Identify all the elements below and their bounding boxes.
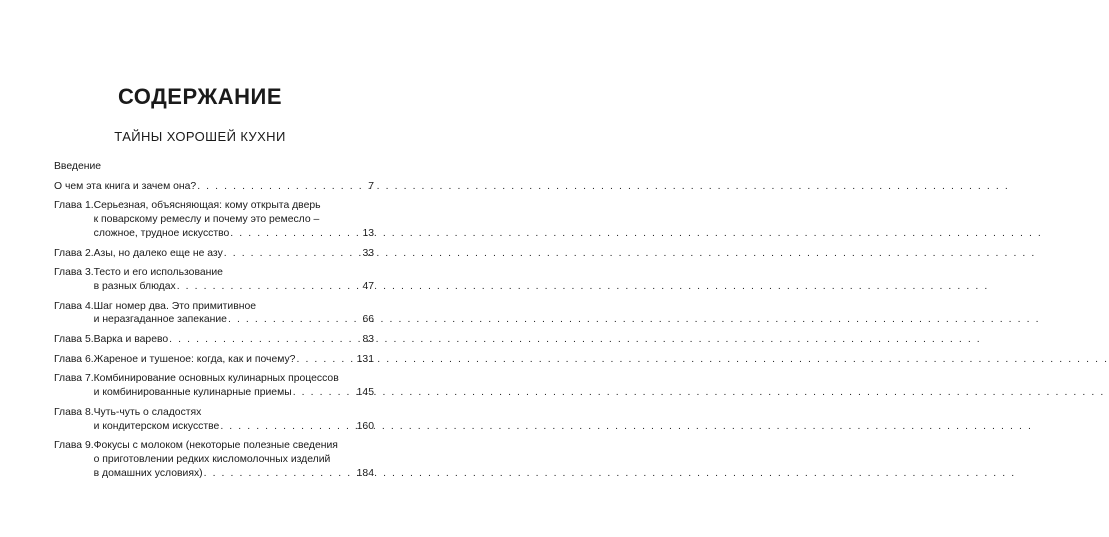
toc-entries bbox=[54, 180, 374, 481]
toc-page-number: 160 bbox=[356, 420, 374, 432]
table-of-contents bbox=[54, 160, 374, 486]
toc-leader-dots bbox=[220, 420, 355, 434]
toc-entry-line-text: в домашних условиях) bbox=[93, 467, 203, 479]
toc-entry-text bbox=[94, 199, 374, 240]
toc-chapter-label: Глава 7. bbox=[54, 373, 94, 385]
toc-entry-line: Тесто и его использование bbox=[93, 267, 223, 279]
toc-entry-text bbox=[94, 353, 374, 367]
toc-chapter-label: Глава 3. bbox=[54, 267, 94, 279]
toc-entry-line bbox=[94, 386, 374, 400]
toc-entry bbox=[54, 439, 374, 480]
toc-entry-line bbox=[54, 180, 374, 194]
toc-entry-line-text: и кондитерском искусстве bbox=[93, 420, 220, 432]
toc-intro-heading: Введение bbox=[54, 161, 102, 172]
toc-leader-dots bbox=[204, 467, 356, 481]
toc-page-number: 145 bbox=[356, 387, 374, 399]
page-title: СОДЕРЖАНИЕ bbox=[117, 84, 283, 109]
toc-entry-line-text: в разных блюдах bbox=[93, 280, 176, 292]
toc-leader-dots bbox=[293, 386, 356, 400]
toc-leader-dots bbox=[177, 280, 362, 294]
toc-page-number: 13 bbox=[362, 227, 374, 239]
toc-entry-line bbox=[94, 313, 374, 327]
toc-entry-line bbox=[94, 353, 374, 367]
toc-entry-line-text: Жареное и тушеное: когда, как и почему? bbox=[93, 353, 296, 365]
toc-entry bbox=[54, 333, 374, 347]
toc-entry-line bbox=[94, 333, 374, 347]
toc-entry-line: о приготовлении редких кисломолочных изделий bbox=[93, 453, 331, 465]
toc-entry-text bbox=[94, 247, 374, 261]
toc-entry bbox=[54, 353, 374, 367]
toc-chapter-label: Глава 5. bbox=[54, 334, 94, 346]
toc-entry-line: к поварскому ремеслу и почему это ремесло – bbox=[93, 214, 320, 226]
toc-leader-dots bbox=[296, 353, 355, 367]
toc-entry-text bbox=[94, 372, 374, 399]
toc-entry-text bbox=[94, 406, 374, 433]
toc-entry-line-text: Варка и варево bbox=[93, 334, 169, 346]
toc-entry-text bbox=[94, 333, 374, 347]
toc-entry-line: Чуть-чуть о сладостях bbox=[93, 406, 202, 418]
section-title: ТАЙНЫ ХОРОШЕЙ КУХНИ bbox=[114, 129, 286, 144]
toc-entry-line: Шаг номер два. Это примитивное bbox=[93, 300, 257, 312]
toc-chapter-label: Глава 4. bbox=[54, 300, 94, 312]
toc-entry-text bbox=[54, 180, 374, 194]
toc-entry-text bbox=[94, 300, 374, 327]
toc-entry-line: Серьезная, объясняющая: кому открыта дверь bbox=[93, 200, 321, 212]
toc-entry-line-text: сложное, трудное искусство bbox=[93, 227, 230, 239]
toc-entry-line: Фокусы с молоком (некоторые полезные сведения bbox=[93, 440, 338, 452]
toc-entry bbox=[54, 180, 374, 194]
toc-page-number: 33 bbox=[362, 247, 374, 259]
toc-chapter-label: Глава 6. bbox=[54, 353, 94, 365]
toc-entry-line bbox=[94, 467, 374, 481]
toc-entry bbox=[54, 300, 374, 327]
toc-page-number: 7 bbox=[368, 180, 374, 192]
toc-entry-text bbox=[94, 439, 374, 480]
toc-page-number: 131 bbox=[356, 353, 374, 365]
toc-entry-line-text: О чем эта книга и зачем она? bbox=[54, 180, 197, 192]
toc-page-number: 66 bbox=[362, 314, 374, 326]
toc-chapter-label: Глава 1. bbox=[54, 200, 94, 212]
toc-entry-line bbox=[94, 280, 374, 294]
toc-chapter-label: Глава 2. bbox=[54, 247, 94, 259]
toc-entry-line bbox=[94, 227, 374, 241]
toc-entry-line-text: и неразгаданное запекание bbox=[93, 314, 227, 326]
toc-leader-dots bbox=[169, 333, 361, 347]
toc-leader-dots bbox=[228, 313, 361, 327]
toc-entry-line bbox=[94, 247, 374, 261]
toc-entry-line: Комбинирование основных кулинарных процессов bbox=[93, 373, 339, 385]
toc-leader-dots bbox=[197, 180, 367, 194]
toc-entry-line bbox=[94, 420, 374, 434]
toc-entry bbox=[54, 266, 374, 293]
toc-entry bbox=[54, 372, 374, 399]
toc-leader-dots bbox=[230, 227, 361, 241]
toc-leader-dots bbox=[224, 247, 362, 261]
toc-entry-line-text: и комбинированные кулинарные приемы bbox=[93, 387, 292, 399]
toc-entry bbox=[54, 199, 374, 240]
toc-chapter-label: Глава 8. bbox=[54, 406, 94, 418]
toc-page-number: 83 bbox=[362, 334, 374, 346]
toc-entry bbox=[54, 406, 374, 433]
toc-page-number: 184 bbox=[356, 467, 374, 479]
toc-page-number: 47 bbox=[362, 280, 374, 292]
toc-entry bbox=[54, 247, 374, 261]
toc-entry-text bbox=[94, 266, 374, 293]
toc-entry-line-text: Азы, но далеко еще не азу bbox=[93, 247, 223, 259]
toc-chapter-label: Глава 9. bbox=[54, 440, 94, 452]
